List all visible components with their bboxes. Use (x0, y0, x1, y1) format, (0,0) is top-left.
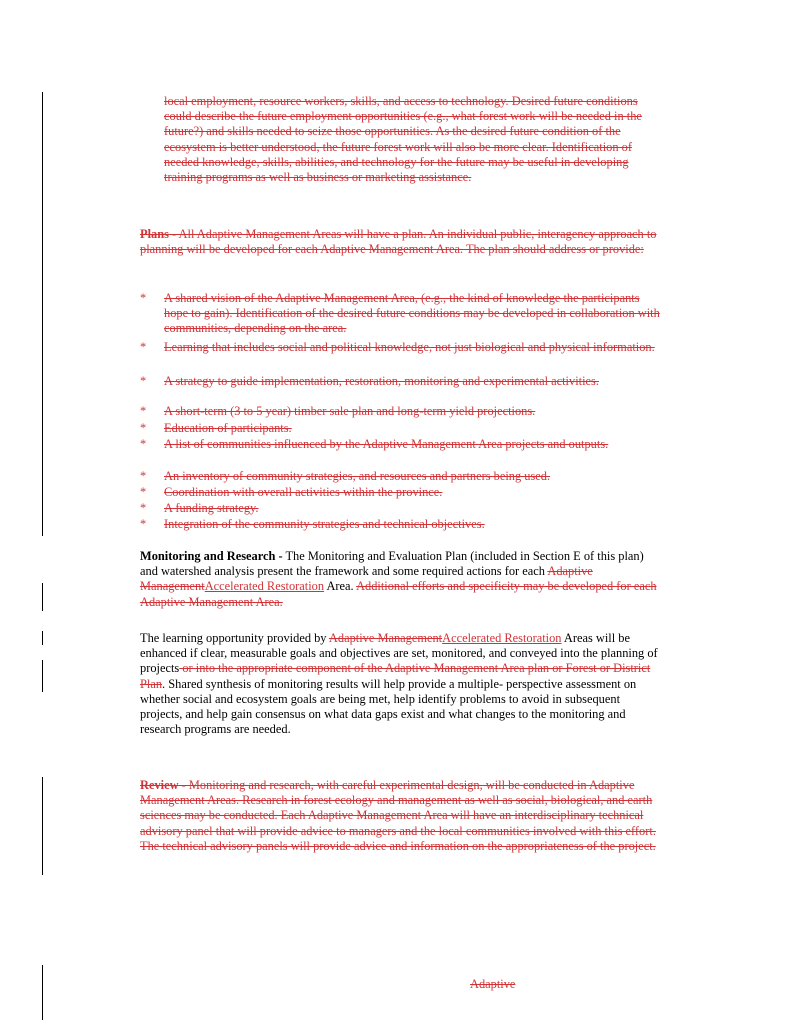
deleted-text: or into the appropriate component of the Adaptive Management Area plan or Forest or District Plan (140, 661, 651, 691)
bullet-marker: * (140, 374, 147, 388)
list-item (140, 404, 660, 419)
monitoring-heading: Monitoring and Research - (140, 549, 283, 563)
bullet-marker: * (140, 485, 147, 499)
change-bar (42, 583, 43, 611)
bullet-marker: * (140, 291, 147, 305)
list-item (140, 437, 660, 452)
bullet-text: A funding strategy. (164, 501, 259, 515)
bullet-marker: * (140, 404, 147, 418)
inserted-text: Accelerated Restoration (442, 631, 562, 645)
change-bar (42, 660, 43, 692)
inserted-text: Accelerated Restoration (204, 579, 325, 594)
bullet-marker: * (140, 340, 147, 354)
deleted-paragraph-employment: local employment, resource workers, skills, and access to technology. Desired future conditions could describe the future employment opportunities (e.g., what forest work will be needed in the future?) and skills needed to seize those opportunities. As the desired future condition of the ecosystem is better understood, the future forest work will also be more clear. Identification of needed knowledge, skills, abilities, and technology for the future may be useful in developing training programs as well as business or marketing assistance. (164, 94, 642, 185)
learning-text: The learning opportunity provided by (140, 631, 329, 645)
deleted-paragraph-plans (140, 227, 662, 257)
footer-text: Adaptive (470, 977, 516, 991)
bullet-text: Learning that includes social and political knowledge, not just biological and physical information. (164, 340, 655, 354)
list-item (140, 340, 660, 355)
bullet-text: An inventory of community strategies, and resources and partners being used. (164, 469, 551, 483)
bullet-marker: * (140, 501, 147, 515)
bullet-text: A list of communities influenced by the Adaptive Management Area projects and outputs. (164, 437, 609, 451)
bullet-text: Education of participants. (164, 421, 292, 435)
monitoring-text: Area. (324, 579, 357, 594)
change-bar (42, 965, 43, 1020)
deleted-paragraph-review (140, 778, 662, 854)
list-item (140, 517, 660, 532)
paragraph-monitoring (140, 549, 662, 610)
list-item (140, 469, 660, 484)
bullet-text: A short-term (3 to 5 year) timber sale plan and long-term yield projections. (164, 404, 536, 418)
list-item (140, 421, 660, 436)
review-heading: Review (140, 778, 179, 792)
bullet-marker: * (140, 469, 147, 483)
list-item (140, 485, 660, 500)
deleted-text: Adaptive Management (140, 564, 593, 594)
bullet-text: A shared vision of the Adaptive Management Area, (e.g., the kind of knowledge the participants hope to gain). Identification of the desired future conditions may be developed in collaboration with communities, depending on the area. (164, 291, 660, 336)
learning-text: Areas will be enhanced if clear, measurable goals and objectives are set, monitored, and conveyed into the planning of projects (140, 631, 658, 676)
change-bar (42, 631, 43, 645)
learning-text: . Shared synthesis of monitoring results will help provide a multiple- perspective assessment on whether social and ecosystem goals are being met, help identify problems to avoid in subsequent projects, and help gain consensus on what data gaps exist and what changes to the monitoring and research programs are needed. (140, 676, 637, 737)
bullet-text: Integration of the community strategies and technical objectives. (164, 517, 485, 531)
bullet-text: Coordination with overall activities within the province. (164, 485, 443, 499)
list-item (140, 291, 660, 337)
bullet-marker: * (140, 421, 147, 435)
paragraph-learning (140, 631, 662, 737)
plans-heading: Plans (140, 227, 169, 241)
list-item (140, 374, 660, 389)
bullet-marker: * (140, 437, 147, 451)
list-item (140, 501, 660, 516)
change-bar (42, 92, 43, 536)
change-bar (42, 777, 43, 875)
monitoring-text: The Monitoring and Evaluation Plan (included in Section E of this plan) and watershed analysis present the framework and some required actions for each (140, 549, 644, 579)
bullet-marker: * (140, 517, 147, 531)
plans-text: - All Adaptive Management Areas will have a plan. An individual public, interagency approach to planning will be developed for each Adaptive Management Area. The plan should address or provide: (140, 227, 657, 257)
deleted-text: Adaptive Management (328, 631, 443, 645)
bullet-text: A strategy to guide implementation, restoration, monitoring and experimental activities. (164, 374, 599, 388)
deleted-text: Additional efforts and specificity may be developed for each Adaptive Management Area. (140, 579, 657, 609)
review-text: - Monitoring and research, with careful experimental design, will be conducted in Adaptive Management Areas. Research in forest ecology and management as well as social, biological, and earth sciences may be conducted. Each Adaptive Management Area will have an interdisciplinary technical advisory panel that will provide advice to managers and the local communities involved with this effort. The technical advisory panels will provide advice and information on the appropriateness of the project. (140, 778, 656, 853)
